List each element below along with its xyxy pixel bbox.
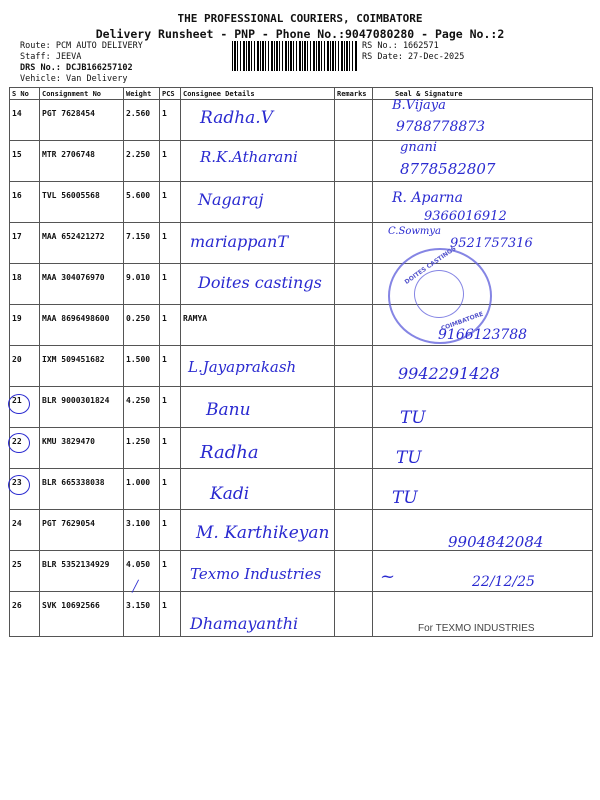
cell-pcs [160, 592, 181, 637]
cell-weight [124, 469, 160, 510]
hw-r15-sig: gnani [400, 140, 437, 155]
hw-r16-name: Nagaraj [198, 190, 264, 209]
hw-r23-sig: TU [392, 488, 418, 508]
cell-weight [124, 387, 160, 428]
cell-sno-text: 16 [12, 191, 22, 200]
table-header-row [10, 88, 593, 100]
cell-weight-text: 3.150 [126, 601, 151, 610]
stamp-text: DOITES CASTINGS [403, 245, 458, 286]
rs-date: RS Date: 27-Dec-2025 [362, 52, 465, 62]
hw-r16-sig: R. Aparna [392, 190, 463, 206]
cell-remarks [335, 305, 373, 346]
hw-r25-scribble: ~ [380, 566, 396, 587]
table-row [10, 387, 593, 428]
cell-weight [124, 141, 160, 182]
cell-consignment-text: MAA 304076970 [42, 273, 105, 282]
cell-pcs-text: 1 [162, 355, 167, 364]
cell-consignment [40, 141, 124, 182]
cell-weight [124, 592, 160, 637]
cell-consignment-text: IXM 509451682 [42, 355, 105, 364]
table-row [10, 141, 593, 182]
cell-pcs [160, 223, 181, 264]
cell-pcs [160, 469, 181, 510]
barcode [232, 41, 358, 71]
hw-r25-name: Texmo Industries [190, 565, 322, 583]
col-weight: Weight [124, 88, 160, 100]
cell-pcs-text: 1 [162, 109, 167, 118]
col-consignment: Consignment No [40, 88, 124, 100]
cell-pcs-text: 1 [162, 150, 167, 159]
company-seal-inner [414, 270, 464, 318]
company-title: THE PROFESSIONAL COURIERS, COIMBATORE [177, 12, 423, 25]
cell-consignment-text: BLR 665338038 [42, 478, 105, 487]
cell-weight-text: 5.600 [126, 191, 151, 200]
cell-pcs [160, 510, 181, 551]
runsheet-table [9, 87, 593, 637]
cell-weight-text: 4.250 [126, 396, 151, 405]
cell-remarks [335, 510, 373, 551]
cell-remarks [335, 141, 373, 182]
cell-consignee [181, 305, 335, 346]
cell-pcs [160, 346, 181, 387]
hw-r25-sig: 22/12/25 [472, 574, 535, 590]
hw-r14-name: Radha.V [200, 108, 273, 128]
cell-sno [10, 264, 40, 305]
cell-remarks [335, 387, 373, 428]
cell-consignment [40, 510, 124, 551]
cell-consignment-text: MAA 652421272 [42, 232, 105, 241]
cell-pcs-text: 1 [162, 314, 167, 323]
cell-sno-text: 24 [12, 519, 22, 528]
cell-consignment-text: MAA 8696498600 [42, 314, 110, 323]
hw-r14-sig: B.Vijaya [392, 98, 446, 113]
cell-consignment-text: KMU 3829470 [42, 437, 95, 446]
cell-consignment-text: PGT 7628454 [42, 109, 95, 118]
cell-weight-text: 4.050 [126, 560, 151, 569]
cell-consignee-text [183, 469, 332, 478]
cell-consignment [40, 223, 124, 264]
cell-consignee-text [183, 223, 332, 232]
cell-sno-text: 15 [12, 150, 22, 159]
cell-pcs [160, 428, 181, 469]
cell-sno [10, 592, 40, 637]
cell-pcs-text: 1 [162, 437, 167, 446]
cell-consignment [40, 346, 124, 387]
cell-sno [10, 182, 40, 223]
cell-consignment-text: BLR 5352134929 [42, 560, 110, 569]
cell-weight [124, 510, 160, 551]
table-row [10, 346, 593, 387]
cell-pcs [160, 305, 181, 346]
cell-consignment [40, 100, 124, 141]
cell-consignee-text [183, 510, 332, 519]
cell-remarks [335, 592, 373, 637]
cell-remarks [335, 551, 373, 592]
cell-sno [10, 510, 40, 551]
cell-weight-text: 1.500 [126, 355, 151, 364]
cell-consignment [40, 551, 124, 592]
cell-consignment [40, 428, 124, 469]
hw-r17-name: mariappanT [190, 232, 289, 251]
cell-pcs [160, 141, 181, 182]
cell-sno-text: 19 [12, 314, 22, 323]
hw-r19-phone: 9166123788 [438, 327, 528, 343]
cell-pcs-text: 1 [162, 560, 167, 569]
col-remarks: Remarks [335, 88, 373, 100]
cell-sno-text: 21 [12, 396, 22, 405]
cell-weight-text: 9.010 [126, 273, 151, 282]
cell-consignment [40, 387, 124, 428]
cell-sno-text: 22 [12, 437, 22, 446]
cell-pcs [160, 387, 181, 428]
cell-weight [124, 305, 160, 346]
table-row [10, 469, 593, 510]
cell-consignee [181, 469, 335, 510]
cell-consignment [40, 592, 124, 637]
col-consignee: Consignee Details [181, 88, 335, 100]
circle-mark-23 [8, 475, 30, 495]
hw-r15-name: R.K.Atharani [200, 148, 298, 166]
cell-consignee-text [183, 264, 332, 273]
cell-weight-text: 3.100 [126, 519, 151, 528]
cell-consignment [40, 305, 124, 346]
staff-info: Staff: JEEVA [20, 52, 82, 62]
cell-remarks [335, 100, 373, 141]
cell-weight [124, 346, 160, 387]
cell-consignee-text [183, 592, 332, 601]
circle-mark-21 [8, 394, 30, 414]
hw-r18-name: Doites castings [198, 273, 322, 292]
hw-r21-sig: TU [400, 408, 426, 428]
cell-pcs [160, 100, 181, 141]
cell-weight-text: 0.250 [126, 314, 151, 323]
cell-consignment-text: MTR 2706748 [42, 150, 95, 159]
hw-r20-phone: 9942291428 [398, 364, 500, 383]
cell-pcs [160, 551, 181, 592]
cell-weight [124, 551, 160, 592]
strike-mark: ╱ [132, 580, 139, 593]
cell-sno-text: 18 [12, 273, 22, 282]
cell-pcs-text: 1 [162, 396, 167, 405]
hw-r15-phone: 8778582807 [400, 160, 496, 178]
cell-weight [124, 428, 160, 469]
cell-consignee-text [183, 428, 332, 437]
hw-r21-name: Banu [206, 400, 251, 420]
stamp-subtext: COIMBATORE [440, 310, 485, 333]
cell-remarks [335, 346, 373, 387]
cell-sno-text: 26 [12, 601, 22, 610]
cell-pcs-text: 1 [162, 232, 167, 241]
cell-consignee-text [183, 346, 332, 355]
seal-print-text: For TEXMO INDUSTRIES [418, 623, 535, 634]
hw-r16-phone: 9366016912 [424, 209, 507, 224]
cell-pcs [160, 182, 181, 223]
hw-r14-phone: 9788778873 [396, 119, 486, 135]
cell-weight-text: 2.250 [126, 150, 151, 159]
cell-sno [10, 346, 40, 387]
cell-pcs-text: 1 [162, 273, 167, 282]
cell-pcs [160, 264, 181, 305]
cell-consignee-text: RAMYA [183, 314, 208, 323]
cell-weight [124, 223, 160, 264]
cell-sno-text: 23 [12, 478, 22, 487]
cell-consignee-text [183, 551, 332, 560]
cell-pcs-text: 1 [162, 478, 167, 487]
cell-pcs-text: 1 [162, 519, 167, 528]
cell-consignment-text: SVK 10692566 [42, 601, 100, 610]
hw-r24-name: M. Karthikeyan [196, 523, 330, 543]
cell-consignment-text: PGT 7629054 [42, 519, 95, 528]
cell-pcs-text: 1 [162, 601, 167, 610]
cell-pcs-text: 1 [162, 191, 167, 200]
cell-sno [10, 141, 40, 182]
cell-sno-text: 20 [12, 355, 22, 364]
cell-sno [10, 223, 40, 264]
hw-r22-sig: TU [396, 448, 422, 468]
cell-sno-text: 14 [12, 109, 22, 118]
cell-weight [124, 182, 160, 223]
cell-consignment [40, 182, 124, 223]
cell-consignment [40, 264, 124, 305]
col-pcs: PCS [160, 88, 181, 100]
cell-sno-text: 25 [12, 560, 22, 569]
cell-weight-text: 1.250 [126, 437, 151, 446]
runsheet-title: Delivery Runsheet - PNP - Phone No.:9047080280 - Page No.:2 [95, 27, 505, 41]
cell-remarks [335, 223, 373, 264]
col-seal: Seal & Signature [373, 88, 593, 100]
table-row [10, 428, 593, 469]
rs-number: RS No.: 1662571 [362, 41, 439, 51]
cell-sno [10, 100, 40, 141]
cell-consignee-text [183, 387, 332, 396]
hw-r24-phone: 9904842084 [448, 533, 544, 551]
circle-mark-22 [8, 433, 30, 453]
hw-r17-phone: 9521757316 [450, 236, 533, 251]
hw-r22-name: Radha [200, 442, 259, 463]
cell-remarks [335, 182, 373, 223]
cell-weight [124, 264, 160, 305]
drs-number: DRS No.: DCJB166257102 [20, 63, 133, 73]
col-sno: S No [10, 88, 40, 100]
cell-sno-text: 17 [12, 232, 22, 241]
cell-remarks [335, 428, 373, 469]
cell-consignment [40, 469, 124, 510]
cell-weight-text: 1.000 [126, 478, 151, 487]
cell-consignment-text: TVL 56005568 [42, 191, 100, 200]
cell-sno [10, 305, 40, 346]
route-info: Route: PCM AUTO DELIVERY [20, 41, 143, 51]
cell-remarks [335, 264, 373, 305]
vehicle-info: Vehicle: Van Delivery [20, 74, 128, 84]
hw-r23-name: Kadi [210, 484, 250, 504]
cell-weight-text: 2.560 [126, 109, 151, 118]
cell-weight-text: 7.150 [126, 232, 151, 241]
cell-sno [10, 551, 40, 592]
hw-r17-sig: C.Sowmya [388, 226, 441, 237]
cell-remarks [335, 469, 373, 510]
hw-r20-name: L.Jayaprakash [188, 358, 297, 376]
cell-consignment-text: BLR 9000301824 [42, 396, 110, 405]
cell-consignee [181, 387, 335, 428]
table-row [10, 100, 593, 141]
cell-weight [124, 100, 160, 141]
hw-r26-name: Dhamayanthi [190, 614, 299, 633]
